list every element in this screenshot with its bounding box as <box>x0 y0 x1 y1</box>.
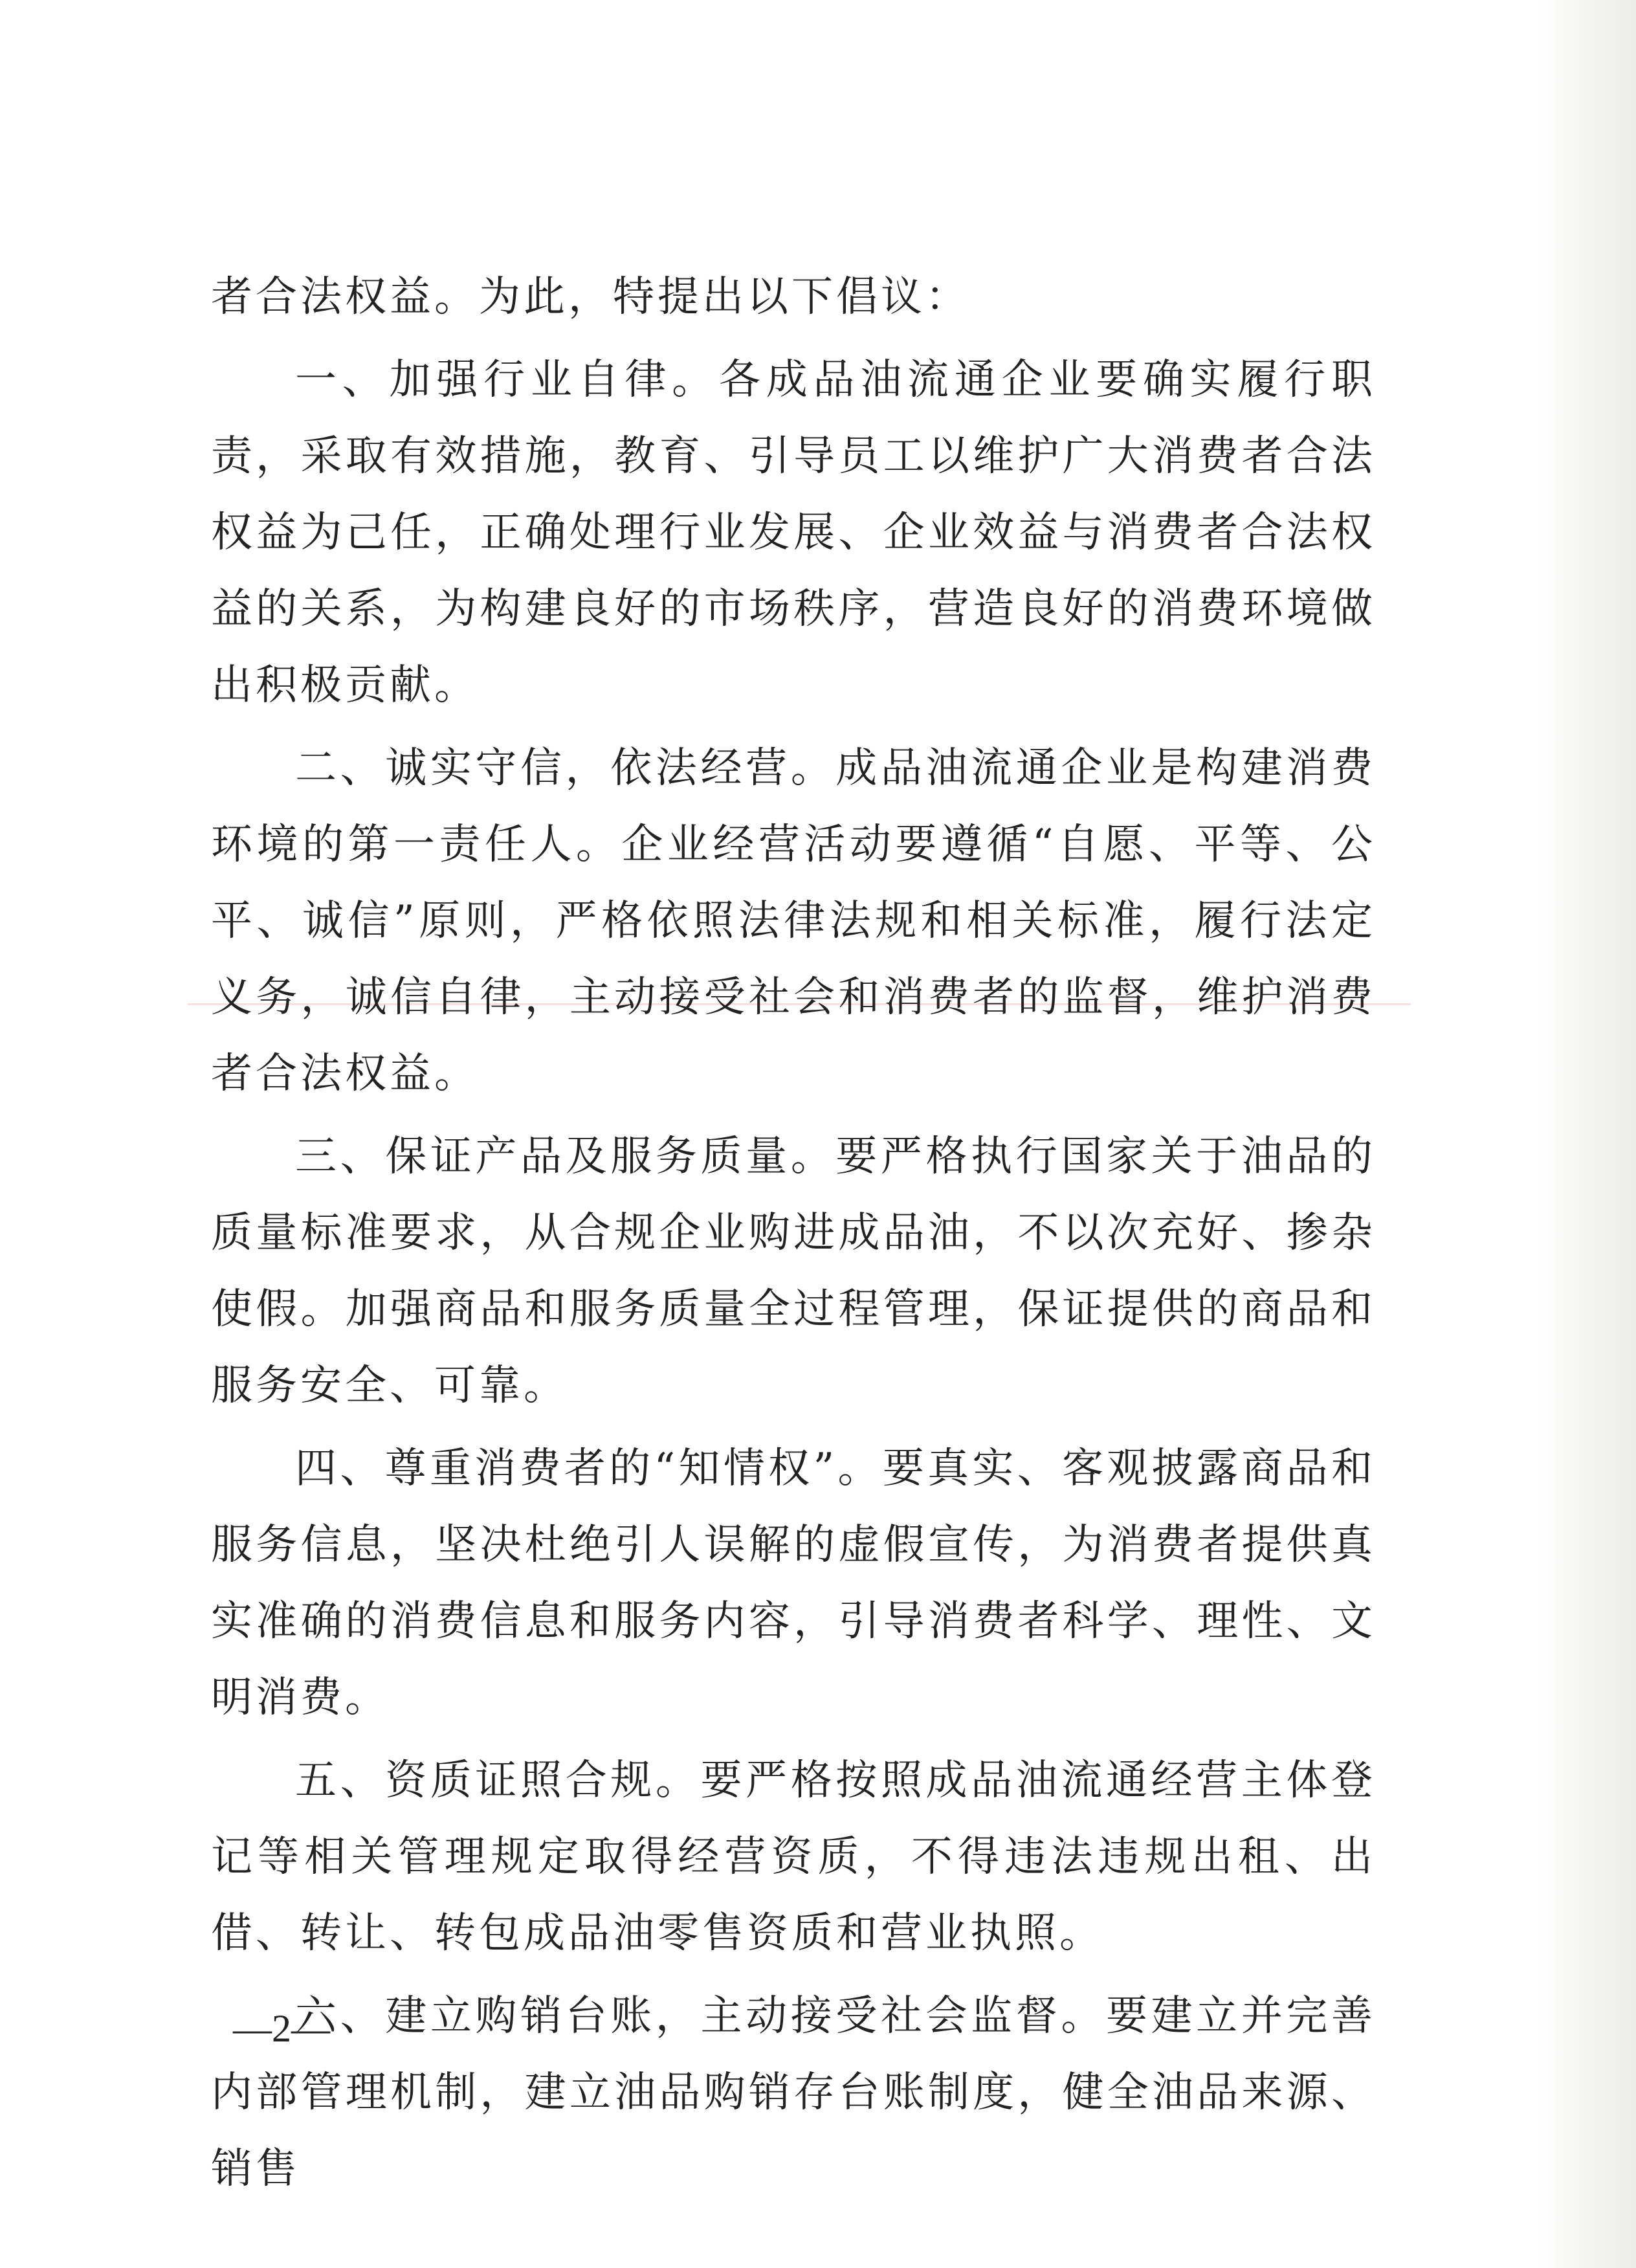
paragraph-item-4: 四、尊重消费者的“知情权”。要真实、客观披露商品和服务信息，坚决杜绝引人误解的虚假宣传，为消费者提供真实准确的消费信息和服务内容，引导消费者科学、理性、文明消费。 <box>211 1445 1376 1722</box>
paragraph-item-6: 六、建立购销台账，主动接受社会监督。要建立并完善内部管理机制，建立油品购销存台账制度，健全油品来源、销售 <box>211 1992 1376 2193</box>
paragraph-continuation: 者合法权益。为此，特提出以下倡议： <box>211 273 970 321</box>
paragraph-item-2: 二、诚实守信，依法经营。成品油流通企业是构建消费环境的第一责任人。企业经营活动要遵循“自愿、平等、公平、诚信”原则，严格依照法律法规和相关标准，履行法定义务，诚信自律，主动接受社会和消费者的监督，维护消费者合法权益。 <box>211 744 1376 1098</box>
document-body <box>211 259 1376 2214</box>
page-number: —2— <box>233 2007 330 2050</box>
paragraph-item-3: 三、保证产品及服务质量。要严格执行国家关于油品的质量标准要求，从合规企业购进成品油，不以次充好、掺杂使假。加强商品和服务质量全过程管理，保证提供的商品和服务安全、可靠。 <box>211 1133 1376 1410</box>
paragraph-item-1: 一、加强行业自律。各成品油流通企业要确实履行职责，采取有效措施，教育、引导员工以维护广大消费者合法权益为己任，正确处理行业发展、企业效益与消费者合法权益的关系，为构建良好的市场秩序，营造良好的消费环境做出积极贡献。 <box>211 356 1376 709</box>
paragraph-item-5: 五、资质证照合规。要严格按照成品油流通经营主体登记等相关管理规定取得经营资质，不得违法违规出租、出借、转让、转包成品油零售资质和营业执照。 <box>211 1757 1376 1957</box>
